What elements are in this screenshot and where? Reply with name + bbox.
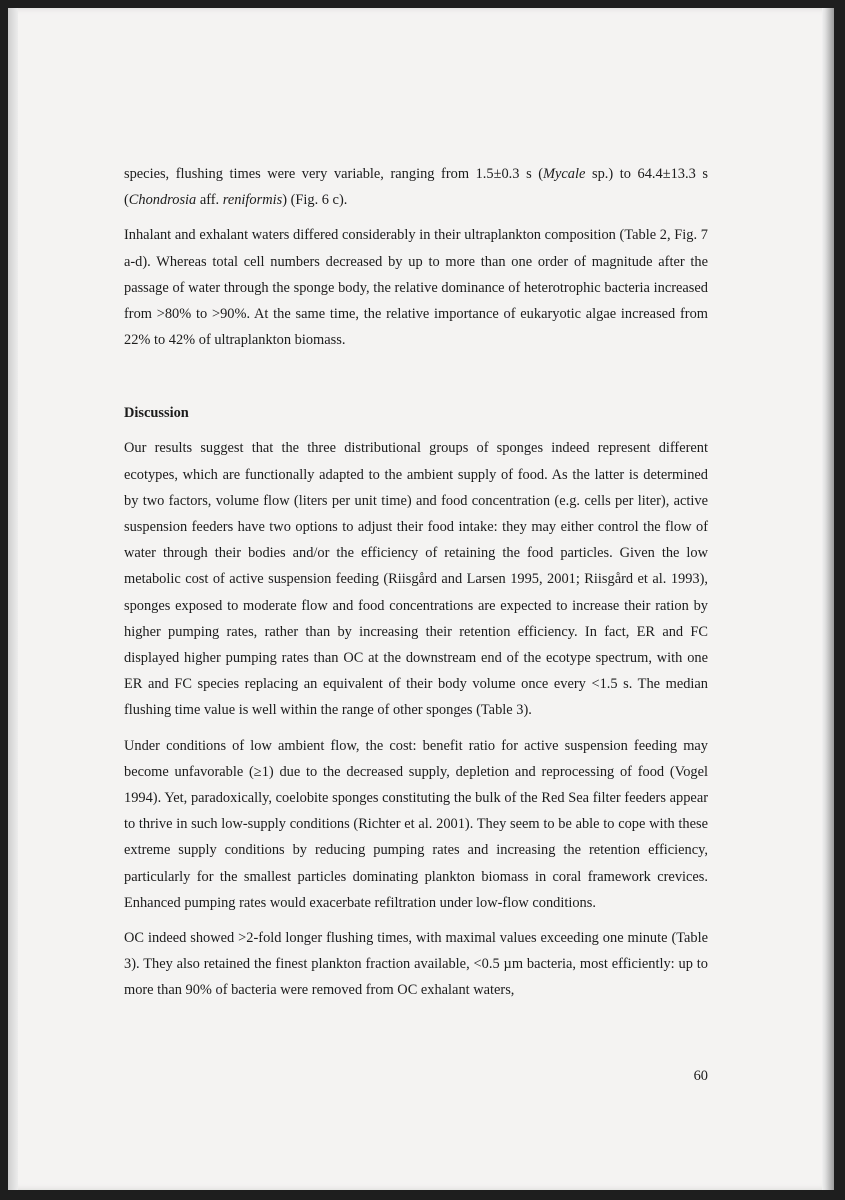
page-body: [124, 161, 708, 1013]
discussion-paragraph-1: Our results suggest that the three distributional groups of sponges indeed represent different ecotypes, which are functionally adapted to the ambient supply of food. As the latter is determined by two factors, volume flow (liters per unit time) and food concentration (e.g. cells per liter), active suspension feeders have two options to adjust their food intake: they may either control the flow of water through their bodies and/or the efficiency of retaining the food particles. Given the low metabolic cost of active suspension feeding (Riisgård and Larsen 1995, 2001; Riisgård et al. 1993), sponges exposed to moderate flow and food concentrations are expected to increase their ration by higher pumping rates, rather than by increasing their retention efficiency. In fact, ER and FC displayed higher pumping rates than OC at the downstream end of the ecotype spectrum, with one ER and FC species replacing an equivalent of their body volume once every <1.5 s. The median flushing time value is well within the range of other sponges (Table 3).: [124, 440, 708, 719]
discussion-paragraph-3: OC indeed showed >2-fold longer flushing times, with maximal values exceeding one minute (Table 3). They also retained the finest plankton fraction available, <0.5 µm bacteria, most efficiently: up to more than 90% of bacteria were removed from OC exhalant waters,: [124, 930, 708, 999]
section-heading-discussion: Discussion: [124, 405, 189, 422]
results-paragraph-1: species, flushing times were very variable, ranging from 1.5±0.3 s (Mycale sp.) to 64.4±13.3 s (Chondrosia aff. reniformis) (Fig. 6 c).: [124, 166, 708, 209]
page-number: 60: [693, 1068, 708, 1084]
page-sheet: [8, 8, 834, 1190]
results-paragraph-2: Inhalant and exhalant waters differed considerably in their ultraplankton composition (Table 2, Fig. 7 a-d). Whereas total cell numbers decreased by up to more than one order of magnitude after the passage of water through the sponge body, the relative dominance of heterotrophic bacteria increased from >80% to >90%. At the same time, the relative importance of eukaryotic algae increased from 22% to 42% of ultraplankton biomass.: [124, 227, 708, 349]
discussion-paragraph-2: Under conditions of low ambient flow, the cost: benefit ratio for active suspension feeding may become unfavorable (≥1) due to the decreased supply, depletion and reprocessing of food (Vogel 1994). Yet, paradoxically, coelobite sponges constituting the bulk of the Red Sea filter feeders appear to thrive in such low-supply conditions (Richter et al. 2001). They seem to be able to cope with these extreme supply conditions by reducing pumping rates and increasing the retention efficiency, particularly for the smallest particles dominating plankton biomass in coral framework crevices. Enhanced pumping rates would exacerbate refiltration under low-flow conditions.: [124, 737, 708, 911]
page-right-edge: [822, 8, 834, 1190]
page-left-edge: [8, 8, 18, 1190]
